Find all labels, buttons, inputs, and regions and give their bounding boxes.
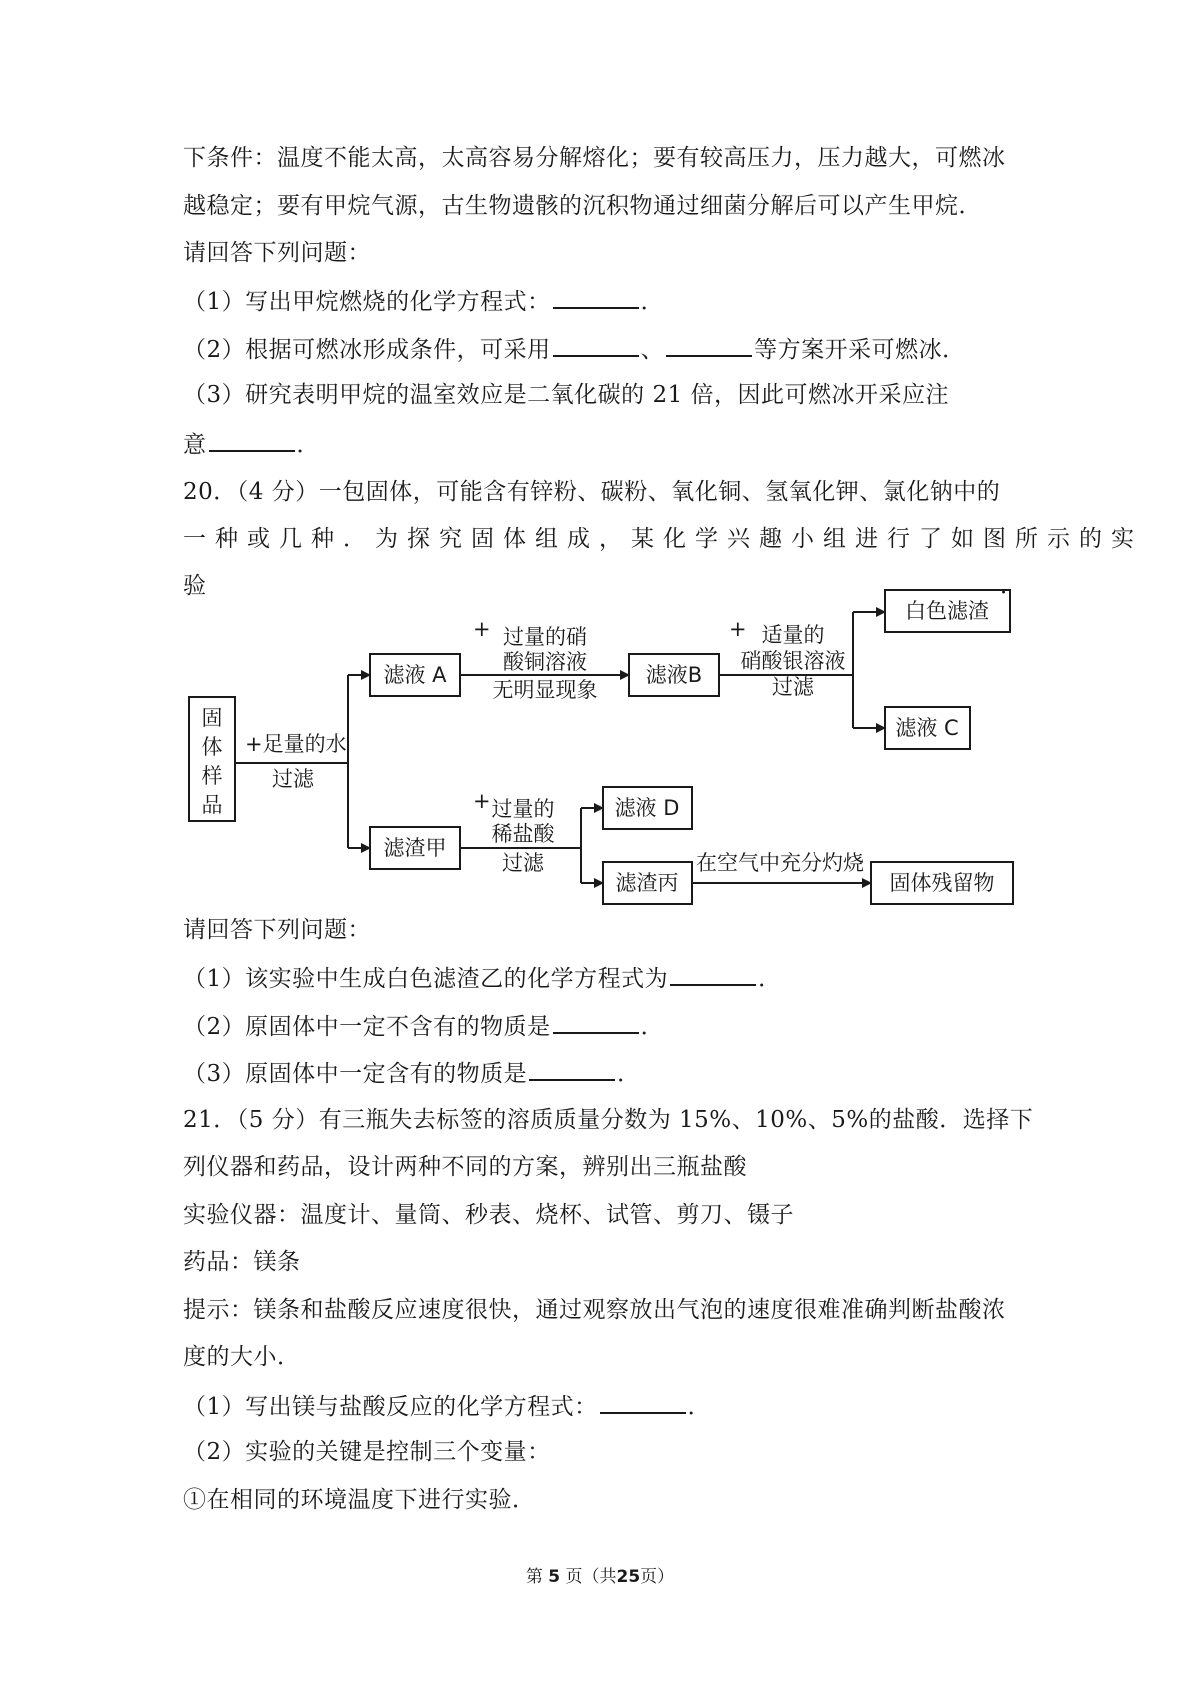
intro-line-1: 下条件：温度不能太高，太高容易分解熔化；要有较高压力，压力越大，可燃冰: [183, 145, 1006, 171]
sample-label-1: 固: [201, 706, 223, 730]
footer-total-pages: 25: [616, 1567, 641, 1587]
q19-sub3-end: ．: [296, 432, 320, 458]
filtrate-a-label: 滤液 A: [383, 663, 447, 687]
filtrate-b-label: 滤液B: [645, 663, 703, 687]
step2-top-label-1: 过量的硝: [503, 625, 587, 649]
intro-line-2: 越稳定；要有甲烷气源，古生物遗骸的沉积物通过细菌分解后可以产生甲烷．: [183, 193, 982, 219]
q21-sub1-end: ．: [687, 1394, 712, 1420]
q19-sub2-sep: 、: [640, 337, 665, 363]
answer-blank: [600, 1390, 686, 1414]
q19-sub2-text: （2）根据可燃冰形成条件，可采用: [183, 337, 551, 363]
residue-jia-label: 滤渣甲: [383, 836, 447, 860]
q19-sub3-line2: [183, 428, 320, 460]
q21-instruments: 实验仪器：温度计、量筒、秒表、烧杯、试管、剪刀、镊子: [183, 1202, 794, 1228]
q19-sub3-line1: （3）研究表明甲烷的温室效应是二氧化碳的 21 倍，因此可燃冰开采应注: [183, 382, 950, 408]
q20-line-2: 一种或几种．为探究固体组成，某化学兴趣小组进行了如图所示的实: [183, 526, 1143, 552]
q21-sub1: [183, 1390, 711, 1422]
step2-bottom-label: 无明显现象: [492, 678, 598, 702]
step3-top-label-2: 硝酸银溶液: [740, 649, 846, 673]
q20-sub2: [183, 1010, 664, 1042]
q19-sub2-end: 等方案开采可燃冰．: [754, 337, 966, 363]
q21-sub1-text: （1）写出镁与盐酸反应的化学方程式：: [183, 1394, 598, 1420]
q20-line-3-end: ．: [1000, 573, 1024, 599]
solid-residue-label: 固体残留物: [889, 871, 995, 895]
q20-line-1: 20．（4 分）一包固体，可能含有锌粉、碳粉、氧化铜、氢氧化钾、氯化钠中的: [183, 479, 1001, 505]
answer-blank: [553, 1010, 639, 1034]
filtrate-d-label: 滤液 D: [614, 796, 680, 820]
residue-bing-label: 滤渣丙: [615, 871, 679, 895]
q21-reagent: 药品：镁条: [183, 1249, 301, 1275]
footer-mid: 页（共: [565, 1567, 617, 1587]
step3-bottom-label: 过滤: [772, 675, 814, 699]
filtrate-c-label: 滤液 C: [895, 716, 959, 740]
step5-label: 在空气中充分灼烧: [696, 851, 864, 875]
q21-line-2: 列仪器和药品，设计两种不同的方案，辨别出三瓶盐酸: [183, 1154, 747, 1180]
q19-sub1-end: ．: [640, 289, 665, 315]
q20-sub2-end: ．: [640, 1014, 665, 1040]
q21-hint-line-1: 提示：镁条和盐酸反应速度很快，通过观察放出气泡的速度很难准确判断盐酸浓: [183, 1297, 1006, 1323]
q21-item1: ①在相同的环境温度下进行实验．: [183, 1487, 536, 1513]
q20-sub3: [183, 1057, 641, 1089]
step4-top-label-2: 稀盐酸: [491, 822, 555, 846]
q20-sub2-text: （2）原固体中一定不含有的物质是: [183, 1014, 551, 1040]
answer-blank: [529, 1057, 615, 1081]
step3-top-label-1: 适量的: [761, 623, 825, 647]
step4-bottom-label: 过滤: [502, 851, 544, 875]
white-residue-label: 白色滤渣: [905, 599, 989, 623]
q20-sub1-text: （1）该实验中生成白色滤渣乙的化学方程式为: [183, 966, 669, 992]
plus-sign: +: [729, 617, 747, 641]
page-footer: [0, 1562, 1200, 1587]
step4-top-label-1: 过量的: [491, 797, 555, 821]
q20-sub3-text: （3）原固体中一定含有的物质是: [183, 1061, 528, 1087]
q19-sub1-text: （1）写出甲烷燃烧的化学方程式：: [183, 289, 551, 315]
footer-pre: 第: [525, 1567, 543, 1587]
step2-top-label-2: 酸铜溶液: [503, 650, 587, 674]
q20-line-3: 验: [183, 573, 207, 599]
answer-blank: [209, 428, 295, 452]
answer-blank: [670, 962, 756, 986]
sample-label-3: 样: [201, 764, 223, 788]
plus-sign: +: [473, 617, 491, 641]
footer-page-number: 5: [548, 1567, 561, 1587]
intro-prompt: 请回答下列问题：: [183, 240, 371, 266]
answer-blank: [666, 333, 752, 357]
sample-label-4: 品: [201, 793, 223, 817]
answer-blank: [553, 285, 639, 309]
q20-sub3-end: ．: [617, 1061, 641, 1087]
step1-bottom-label: 过滤: [272, 767, 314, 791]
step1-top-label: +足量的水: [245, 732, 347, 756]
q21-sub2: （2）实验的关键是控制三个变量：: [183, 1439, 551, 1465]
plus-sign: +: [473, 789, 491, 813]
q20-sub1-end: ．: [758, 966, 782, 992]
q21-hint-line-2: 度的大小．: [183, 1344, 301, 1370]
experiment-flow-diagram: [183, 599, 1063, 895]
q20-prompt: 请回答下列问题：: [183, 917, 371, 943]
q19-sub1: [183, 285, 664, 317]
q21-line-1: 21．（5 分）有三瓶失去标签的溶质质量分数为 15%、10%、5%的盐酸．选择下: [183, 1107, 1034, 1133]
sample-label-2: 体: [201, 735, 223, 759]
q19-sub3-text: 意: [183, 432, 207, 458]
q19-sub2: [183, 333, 966, 365]
footer-post: 页）: [640, 1567, 675, 1587]
answer-blank: [553, 333, 639, 357]
q20-sub1: [183, 962, 782, 994]
